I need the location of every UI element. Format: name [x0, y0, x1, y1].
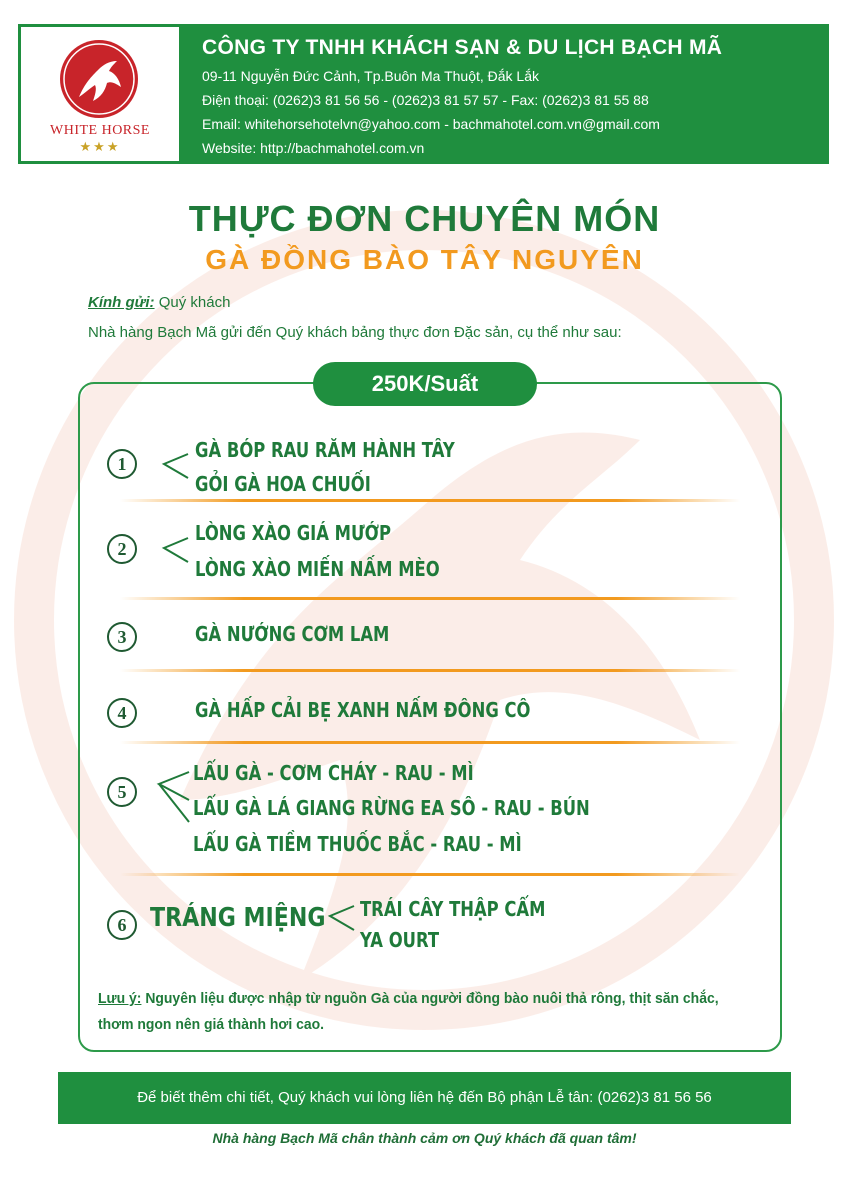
separator — [120, 499, 740, 502]
thank-you-text: Nhà hàng Bạch Mã chân thành cảm ơn Quý khách đã quan tâm! — [212, 1130, 637, 1146]
bracket-icon — [160, 452, 190, 482]
dish-item: LẨU GÀ TIỀM THUỐC BẮC - RAU - MÌ — [193, 832, 522, 856]
course-number-5: 5 — [107, 777, 137, 807]
company-website[interactable]: Website: http://bachmahotel.com.vn — [202, 140, 425, 156]
separator — [120, 669, 740, 672]
course-number-6: 6 — [107, 910, 137, 940]
intro-text: Nhà hàng Bạch Mã gửi đến Quý khách bảng thực đơn Đặc sản, cụ thể như sau: — [88, 324, 622, 341]
logo — [21, 27, 179, 161]
greeting-recipient: Quý khách — [158, 294, 231, 311]
course-number-3: 3 — [107, 622, 137, 652]
note-text: Nguyên liệu được nhập từ nguồn Gà của người đồng bào nuôi thả rông, thịt săn chắc, thơm ngon nên giá thành hơi cao. — [98, 990, 719, 1033]
dish-item: LÒNG XÀO GIÁ MƯỚP — [195, 521, 392, 545]
dish-item: GÀ HẤP CẢI BẸ XANH NẤM ĐÔNG CÔ — [195, 698, 531, 722]
greeting-label: Kính gửi: — [88, 294, 155, 311]
company-phone: Điện thoại: (0262)3 81 56 56 - (0262)3 81 57 57 - Fax: (0262)3 81 55 88 — [202, 92, 649, 108]
dish-item: LÒNG XÀO MIẾN NẤM MÈO — [195, 557, 440, 581]
company-name: CÔNG TY TNHH KHÁCH SẠN & DU LỊCH BẠCH MÃ — [202, 36, 723, 59]
dish-item: YA OURT — [360, 928, 440, 952]
course-number-2: 2 — [107, 534, 137, 564]
separator — [120, 597, 740, 600]
dessert-label: TRÁNG MIỆNG — [150, 903, 326, 933]
price-badge: 250K/Suất — [313, 362, 537, 406]
company-address: 09-11 Nguyễn Đức Cảnh, Tp.Buôn Ma Thuột, Đắk Lắk — [202, 68, 540, 84]
logo-stars: ★★★ — [79, 139, 121, 154]
bracket-icon — [160, 536, 190, 566]
note — [98, 986, 723, 1038]
dish-item: GÀ BÓP RAU RĂM HÀNH TÂY — [195, 438, 455, 462]
menu-title: THỰC ĐƠN CHUYÊN MÓN — [188, 198, 661, 239]
separator — [120, 741, 740, 744]
bracket-icon — [326, 904, 356, 934]
horse-logo-icon — [59, 39, 139, 119]
dish-item: LẨU GÀ - CƠM CHÁY - RAU - MÌ — [193, 761, 474, 785]
dish-item: TRÁI CÂY THẬP CẨM — [360, 897, 546, 921]
note-label: Lưu ý: — [98, 990, 142, 1007]
course-number-4: 4 — [107, 698, 137, 728]
greeting — [88, 294, 230, 311]
separator — [120, 873, 740, 876]
menu-subtitle: GÀ ĐỒNG BÀO TÂY NGUYÊN — [205, 244, 644, 275]
contact-bar: Để biết thêm chi tiết, Quý khách vui lòng liên hệ đến Bộ phận Lễ tân: (0262)3 81 56 56 — [58, 1072, 791, 1124]
company-email[interactable]: Email: whitehorsehotelvn@yahoo.com - bachmahotel.com.vn@gmail.com — [202, 116, 660, 132]
dish-item: GỎI GÀ HOA CHUỐI — [195, 472, 371, 496]
dish-item: LẨU GÀ LÁ GIANG RỪNG EA SÔ - RAU - BÚN — [193, 796, 590, 820]
logo-text: WHITE HORSE — [50, 123, 150, 138]
bracket-icon — [155, 770, 191, 826]
header-bar — [18, 24, 829, 164]
course-number-1: 1 — [107, 449, 137, 479]
dish-item: GÀ NƯỚNG CƠM LAM — [195, 622, 390, 646]
